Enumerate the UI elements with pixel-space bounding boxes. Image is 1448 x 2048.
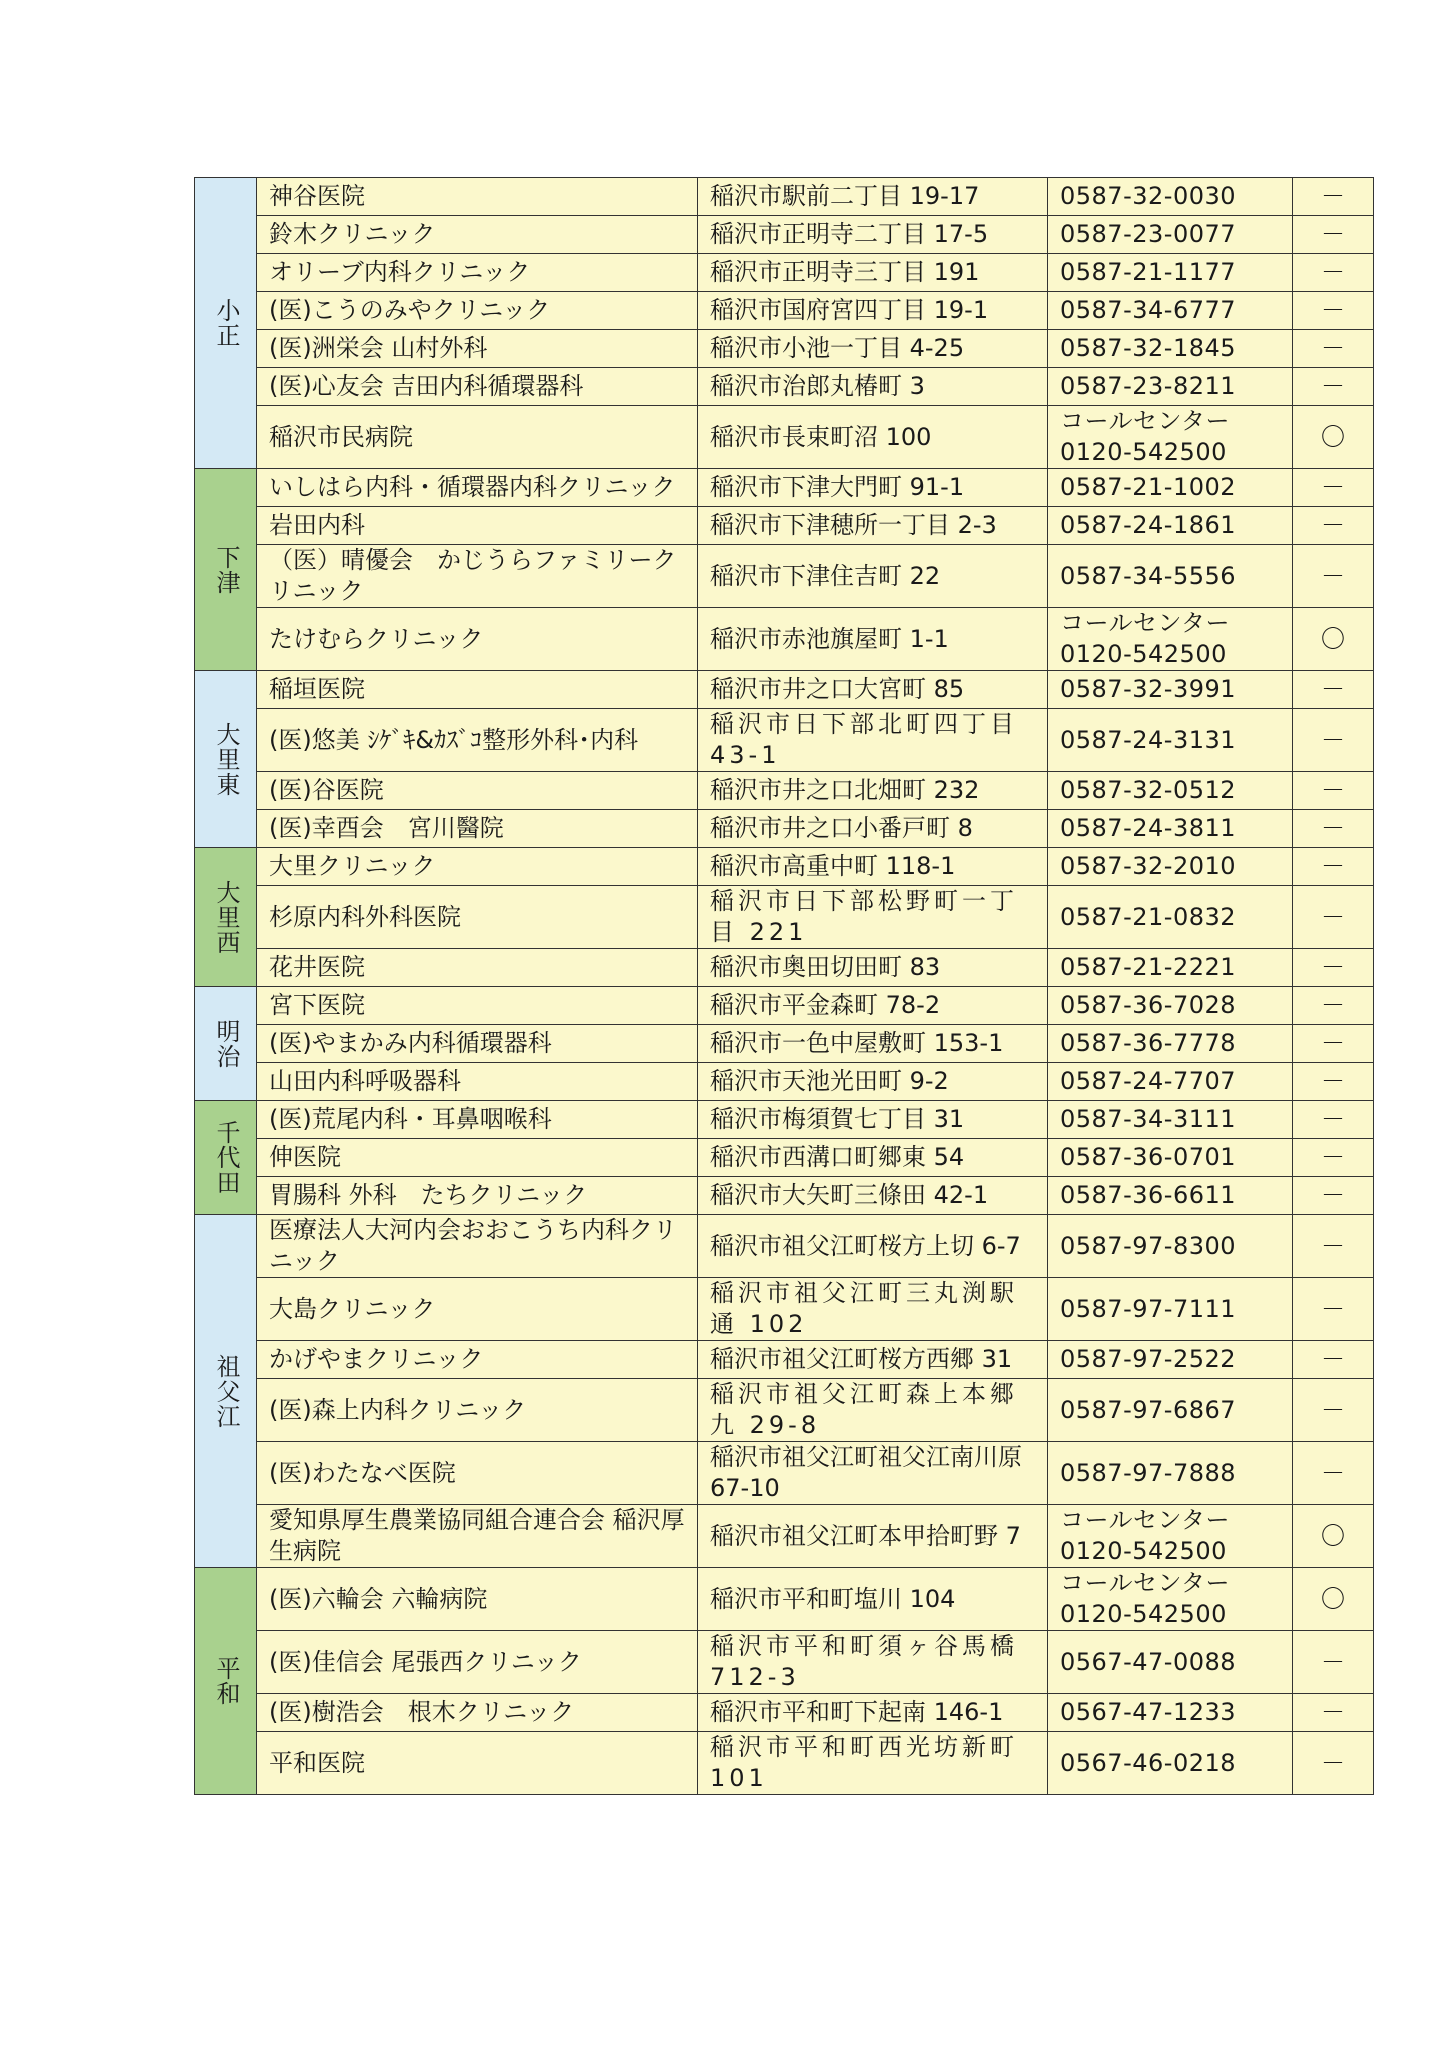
table-row [195, 330, 1374, 368]
address-cell: 稲沢市高重中町 118-1 [698, 848, 1048, 886]
table-row [195, 810, 1374, 848]
table-row [195, 1063, 1374, 1101]
clinic-name-cell: (医)こうのみやクリニック [257, 292, 698, 330]
phone-cell: 0587-23-8211 [1048, 368, 1293, 406]
phone-cell: 0587-24-3131 [1048, 709, 1293, 772]
district-cell: 明治 [195, 987, 257, 1101]
address-cell: 稲沢市長束町沼 100 [698, 406, 1048, 469]
phone-cell: 0587-24-7707 [1048, 1063, 1293, 1101]
availability-cell: － [1293, 330, 1374, 368]
address-cell: 稲沢市奥田切田町 83 [698, 949, 1048, 987]
phone-cell: 0567-47-1233 [1048, 1694, 1293, 1732]
phone-cell: 0587-21-1002 [1048, 469, 1293, 507]
phone-cell: 0587-34-5556 [1048, 545, 1293, 608]
availability-cell: 〇 [1293, 1505, 1374, 1568]
table-row [195, 987, 1374, 1025]
clinic-name-cell: (医)谷医院 [257, 772, 698, 810]
phone-cell: コールセンター 0120-542500 [1048, 406, 1293, 469]
availability-cell: － [1293, 709, 1374, 772]
availability-cell: － [1293, 1379, 1374, 1442]
table-row [195, 1101, 1374, 1139]
availability-cell: － [1293, 216, 1374, 254]
address-cell: 稲沢市祖父江町桜方上切 6-7 [698, 1215, 1048, 1278]
clinic-name-cell: 平和医院 [257, 1732, 698, 1795]
address-cell: 稲沢市平和町須ヶ谷馬橋 712-3 [698, 1631, 1048, 1694]
clinic-name-cell: いしはら内科・循環器内科クリニック [257, 469, 698, 507]
phone-cell: 0587-97-7111 [1048, 1278, 1293, 1341]
availability-cell: － [1293, 178, 1374, 216]
phone-cell: 0587-36-6611 [1048, 1177, 1293, 1215]
availability-cell: － [1293, 949, 1374, 987]
phone-cell: 0587-36-7028 [1048, 987, 1293, 1025]
availability-cell: － [1293, 1177, 1374, 1215]
clinic-name-cell: (医)洲栄会 山村外科 [257, 330, 698, 368]
phone-cell: 0587-21-0832 [1048, 886, 1293, 949]
phone-cell: コールセンター 0120-542500 [1048, 608, 1293, 671]
clinic-name-cell: 山田内科呼吸器科 [257, 1063, 698, 1101]
table-row [195, 1139, 1374, 1177]
phone-cell: 0587-97-2522 [1048, 1341, 1293, 1379]
address-cell: 稲沢市大矢町三條田 42-1 [698, 1177, 1048, 1215]
table-row [195, 1177, 1374, 1215]
clinic-name-cell: （医）晴優会 かじうらファミリークリニック [257, 545, 698, 608]
availability-cell: － [1293, 671, 1374, 709]
table-row [195, 254, 1374, 292]
address-cell: 稲沢市一色中屋敷町 153-1 [698, 1025, 1048, 1063]
availability-cell: － [1293, 1278, 1374, 1341]
address-cell: 稲沢市平和町塩川 104 [698, 1568, 1048, 1631]
phone-cell: 0587-32-2010 [1048, 848, 1293, 886]
address-cell: 稲沢市井之口大宮町 85 [698, 671, 1048, 709]
availability-cell: － [1293, 1025, 1374, 1063]
clinic-name-cell: (医)樹浩会 根木クリニック [257, 1694, 698, 1732]
table-row [195, 1694, 1374, 1732]
district-cell: 祖父江 [195, 1215, 257, 1568]
clinic-name-cell: たけむらクリニック [257, 608, 698, 671]
clinic-table [194, 177, 1374, 1795]
clinic-name-cell: 伸医院 [257, 1139, 698, 1177]
table-row [195, 608, 1374, 671]
address-cell: 稲沢市祖父江町本甲拾町野 7 [698, 1505, 1048, 1568]
availability-cell: 〇 [1293, 1568, 1374, 1631]
address-cell: 稲沢市西溝口町郷東 54 [698, 1139, 1048, 1177]
table-row [195, 1278, 1374, 1341]
clinic-name-cell: (医)わたなべ医院 [257, 1442, 698, 1505]
phone-cell: 0587-21-1177 [1048, 254, 1293, 292]
phone-cell: 0587-32-3991 [1048, 671, 1293, 709]
address-cell: 稲沢市平和町下起南 146-1 [698, 1694, 1048, 1732]
address-cell: 稲沢市赤池旗屋町 1-1 [698, 608, 1048, 671]
address-cell: 稲沢市下津住吉町 22 [698, 545, 1048, 608]
clinic-name-cell: 鈴木クリニック [257, 216, 698, 254]
clinic-name-cell: 愛知県厚生農業協同組合連合会 稲沢厚生病院 [257, 1505, 698, 1568]
availability-cell: － [1293, 368, 1374, 406]
table-row [195, 772, 1374, 810]
table-row [195, 406, 1374, 469]
address-cell: 稲沢市正明寺二丁目 17-5 [698, 216, 1048, 254]
table-row [195, 1505, 1374, 1568]
table-row [195, 507, 1374, 545]
availability-cell: － [1293, 1139, 1374, 1177]
district-cell: 平和 [195, 1568, 257, 1795]
address-cell: 稲沢市井之口小番戸町 8 [698, 810, 1048, 848]
clinic-name-cell: (医)森上内科クリニック [257, 1379, 698, 1442]
address-cell: 稲沢市下津穂所一丁目 2-3 [698, 507, 1048, 545]
table-row [195, 1379, 1374, 1442]
phone-cell: 0567-46-0218 [1048, 1732, 1293, 1795]
availability-cell: － [1293, 848, 1374, 886]
district-cell: 下津 [195, 469, 257, 671]
address-cell: 稲沢市下津大門町 91-1 [698, 469, 1048, 507]
phone-cell: 0587-36-0701 [1048, 1139, 1293, 1177]
availability-cell: － [1293, 1101, 1374, 1139]
availability-cell: － [1293, 772, 1374, 810]
phone-cell: 0587-24-1861 [1048, 507, 1293, 545]
clinic-name-cell: (医)荒尾内科・耳鼻咽喉科 [257, 1101, 698, 1139]
availability-cell: － [1293, 1694, 1374, 1732]
clinic-name-cell: (医)心友会 吉田内科循環器科 [257, 368, 698, 406]
phone-cell: 0587-32-0030 [1048, 178, 1293, 216]
clinic-name-cell: (医)六輪会 六輪病院 [257, 1568, 698, 1631]
phone-cell: 0587-23-0077 [1048, 216, 1293, 254]
table-row [195, 469, 1374, 507]
clinic-name-cell: (医)やまかみ内科循環器科 [257, 1025, 698, 1063]
phone-cell: コールセンター 0120-542500 [1048, 1505, 1293, 1568]
clinic-name-cell: 胃腸科 外科 たちクリニック [257, 1177, 698, 1215]
clinic-name-cell: (医)悠美 ｼｹﾞｷ&ｶｽﾞｺ整形外科･内科 [257, 709, 698, 772]
district-cell: 千代田 [195, 1101, 257, 1215]
address-cell: 稲沢市祖父江町森上本郷九 29-8 [698, 1379, 1048, 1442]
table-row [195, 545, 1374, 608]
table-row [195, 1568, 1374, 1631]
phone-cell: 0587-32-0512 [1048, 772, 1293, 810]
availability-cell: － [1293, 507, 1374, 545]
clinic-name-cell: 神谷医院 [257, 178, 698, 216]
address-cell: 稲沢市天池光田町 9-2 [698, 1063, 1048, 1101]
clinic-table-body [195, 178, 1374, 1795]
availability-cell: － [1293, 469, 1374, 507]
address-cell: 稲沢市正明寺三丁目 191 [698, 254, 1048, 292]
availability-cell: － [1293, 254, 1374, 292]
availability-cell: － [1293, 1341, 1374, 1379]
clinic-name-cell: 医療法人大河内会おおこうち内科クリニック [257, 1215, 698, 1278]
clinic-name-cell: 大里クリニック [257, 848, 698, 886]
availability-cell: － [1293, 1063, 1374, 1101]
availability-cell: 〇 [1293, 406, 1374, 469]
address-cell: 稲沢市祖父江町桜方西郷 31 [698, 1341, 1048, 1379]
availability-cell: － [1293, 987, 1374, 1025]
table-row [195, 292, 1374, 330]
clinic-name-cell: 花井医院 [257, 949, 698, 987]
clinic-name-cell: 大島クリニック [257, 1278, 698, 1341]
table-row [195, 848, 1374, 886]
availability-cell: － [1293, 886, 1374, 949]
phone-cell: 0587-24-3811 [1048, 810, 1293, 848]
address-cell: 稲沢市平和町西光坊新町 101 [698, 1732, 1048, 1795]
clinic-name-cell: (医)幸酉会 宮川醫院 [257, 810, 698, 848]
address-cell: 稲沢市治郎丸椿町 3 [698, 368, 1048, 406]
clinic-name-cell: かげやまクリニック [257, 1341, 698, 1379]
table-row [195, 1215, 1374, 1278]
phone-cell: 0587-34-6777 [1048, 292, 1293, 330]
availability-cell: － [1293, 1215, 1374, 1278]
availability-cell: － [1293, 1442, 1374, 1505]
table-row [195, 178, 1374, 216]
availability-cell: － [1293, 292, 1374, 330]
availability-cell: － [1293, 810, 1374, 848]
clinic-name-cell: オリーブ内科クリニック [257, 254, 698, 292]
availability-cell: － [1293, 1631, 1374, 1694]
table-row [195, 216, 1374, 254]
table-row [195, 368, 1374, 406]
clinic-name-cell: 稲垣医院 [257, 671, 698, 709]
address-cell: 稲沢市小池一丁目 4-25 [698, 330, 1048, 368]
phone-cell: コールセンター 0120-542500 [1048, 1568, 1293, 1631]
address-cell: 稲沢市駅前二丁目 19-17 [698, 178, 1048, 216]
district-cell: 大里西 [195, 848, 257, 987]
clinic-name-cell: (医)佳信会 尾張西クリニック [257, 1631, 698, 1694]
availability-cell: － [1293, 545, 1374, 608]
table-row [195, 1631, 1374, 1694]
availability-cell: － [1293, 1732, 1374, 1795]
phone-cell: 0587-21-2221 [1048, 949, 1293, 987]
address-cell: 稲沢市平金森町 78-2 [698, 987, 1048, 1025]
address-cell: 稲沢市井之口北畑町 232 [698, 772, 1048, 810]
phone-cell: 0567-47-0088 [1048, 1631, 1293, 1694]
phone-cell: 0587-97-8300 [1048, 1215, 1293, 1278]
address-cell: 稲沢市国府宮四丁目 19-1 [698, 292, 1048, 330]
address-cell: 稲沢市日下部北町四丁目 43-1 [698, 709, 1048, 772]
table-row [195, 1341, 1374, 1379]
table-row [195, 709, 1374, 772]
clinic-name-cell: 杉原内科外科医院 [257, 886, 698, 949]
phone-cell: 0587-32-1845 [1048, 330, 1293, 368]
table-row [195, 671, 1374, 709]
phone-cell: 0587-34-3111 [1048, 1101, 1293, 1139]
table-row [195, 949, 1374, 987]
clinic-name-cell: 稲沢市民病院 [257, 406, 698, 469]
table-row [195, 886, 1374, 949]
district-cell: 大里東 [195, 671, 257, 848]
clinic-name-cell: 岩田内科 [257, 507, 698, 545]
phone-cell: 0587-97-7888 [1048, 1442, 1293, 1505]
clinic-name-cell: 宮下医院 [257, 987, 698, 1025]
availability-cell: 〇 [1293, 608, 1374, 671]
phone-cell: 0587-36-7778 [1048, 1025, 1293, 1063]
address-cell: 稲沢市祖父江町祖父江南川原 67-10 [698, 1442, 1048, 1505]
phone-cell: 0587-97-6867 [1048, 1379, 1293, 1442]
table-row [195, 1025, 1374, 1063]
district-cell: 小正 [195, 178, 257, 469]
address-cell: 稲沢市日下部松野町一丁目 221 [698, 886, 1048, 949]
address-cell: 稲沢市梅須賀七丁目 31 [698, 1101, 1048, 1139]
table-row [195, 1442, 1374, 1505]
address-cell: 稲沢市祖父江町三丸渕駅通 102 [698, 1278, 1048, 1341]
table-row [195, 1732, 1374, 1795]
